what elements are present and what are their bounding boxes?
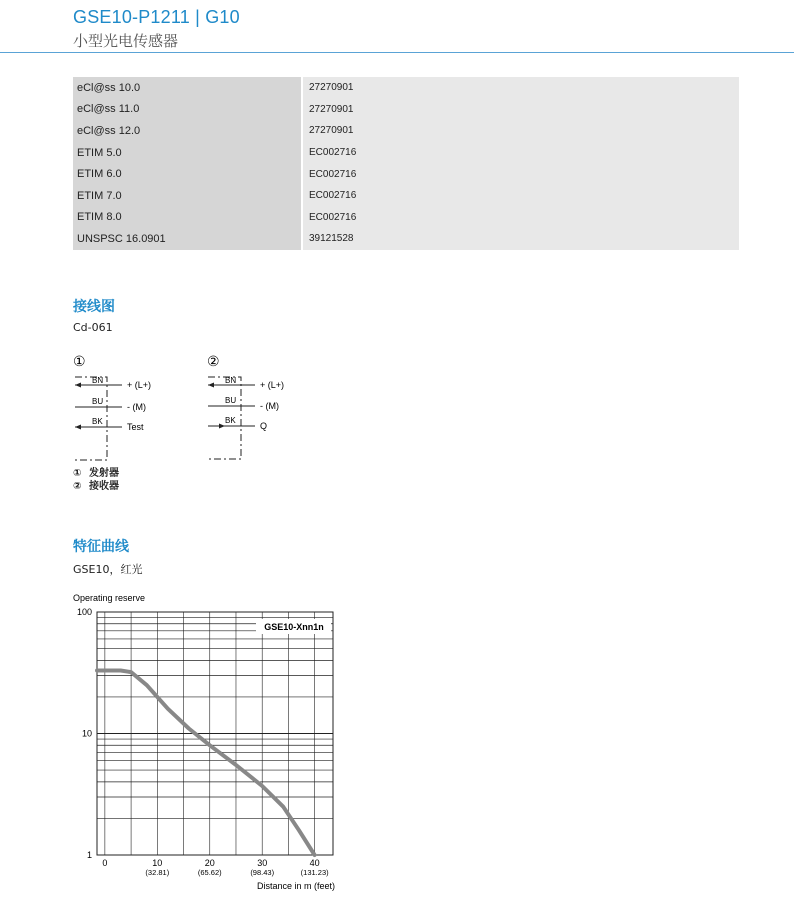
classification-key: ETIM 6.0 bbox=[73, 163, 302, 185]
curve-subheading: GSE10，红光 bbox=[73, 563, 143, 576]
legend-item-receiver bbox=[73, 477, 119, 492]
diagram-2-marker: ② bbox=[207, 353, 220, 369]
header-subtitle: 小型光电传感器 bbox=[73, 32, 179, 50]
y-tick-label: 1 bbox=[86, 850, 92, 860]
characteristic-curve-chart bbox=[60, 590, 350, 896]
legend-marker: ② bbox=[73, 481, 82, 492]
wiring-diagram-2 bbox=[207, 353, 284, 459]
header-divider bbox=[0, 52, 794, 53]
wiring-code: Cd-061 bbox=[73, 321, 113, 334]
table-row bbox=[73, 163, 739, 185]
x-tick-label: 40 bbox=[309, 858, 320, 868]
classification-key: ETIM 7.0 bbox=[73, 185, 302, 207]
diagram-2-label-bk: Q bbox=[260, 421, 268, 431]
diagram-1-arrow-bn bbox=[75, 383, 81, 388]
x-axis-label: Distance in m (feet) bbox=[256, 881, 335, 891]
diagram-1-arrow-bk bbox=[75, 425, 81, 430]
diagram-1-code-bu: BU bbox=[92, 397, 104, 406]
table-row bbox=[73, 207, 739, 229]
classification-key: eCl@ss 11.0 bbox=[73, 99, 302, 121]
x-tick-sublabel: (65.62) bbox=[197, 868, 222, 877]
x-tick-label: 0 bbox=[102, 858, 108, 868]
diagram-2-code-bk: BK bbox=[225, 416, 236, 425]
x-tick-sublabel: (32.81) bbox=[145, 868, 170, 877]
y-tick-label: 10 bbox=[81, 728, 92, 739]
x-tick-sublabel: (131.23) bbox=[300, 868, 329, 877]
classification-key: ETIM 5.0 bbox=[73, 142, 302, 164]
classification-value: 27270901 bbox=[302, 99, 739, 121]
x-tick-label: 20 bbox=[204, 858, 215, 868]
classification-key: eCl@ss 12.0 bbox=[73, 120, 302, 142]
header-title: GSE10-P1211 | G10 bbox=[73, 7, 240, 27]
classification-table bbox=[73, 77, 739, 250]
diagram-2-label-bu: - (M) bbox=[260, 401, 279, 411]
classification-key: ETIM 8.0 bbox=[73, 207, 302, 229]
table-row bbox=[73, 120, 739, 142]
diagram-1-label-bk: Test bbox=[127, 422, 144, 432]
table-row bbox=[73, 228, 739, 250]
classification-value: EC002716 bbox=[302, 207, 739, 229]
x-tick-label: 10 bbox=[152, 858, 163, 868]
x-tick-label: 30 bbox=[257, 858, 268, 868]
y-axis-label: Operating reserve bbox=[73, 593, 146, 603]
classification-value: 39121528 bbox=[302, 228, 739, 250]
table-row bbox=[73, 77, 739, 99]
series-line bbox=[97, 671, 315, 856]
classification-value: 27270901 bbox=[302, 77, 739, 99]
legend-text: 发射器 bbox=[88, 468, 119, 479]
classification-key: eCl@ss 10.0 bbox=[73, 77, 302, 99]
wiring-heading: 接线图 bbox=[73, 299, 115, 315]
curve-heading: 特征曲线 bbox=[73, 539, 129, 555]
wiring-diagram-1 bbox=[73, 353, 151, 460]
y-tick-label: 100 bbox=[76, 607, 92, 617]
legend-text: 接收器 bbox=[88, 481, 119, 492]
diagram-1-code-bn: BN bbox=[92, 376, 104, 385]
legend-label: GSE10-Xnn1n bbox=[264, 622, 324, 632]
diagram-2-label-bn: + (L+) bbox=[260, 380, 285, 390]
diagram-2-code-bn: BN bbox=[225, 376, 237, 385]
table-row bbox=[73, 185, 739, 207]
legend-marker: ① bbox=[73, 468, 82, 479]
diagram-1-code-bk: BK bbox=[92, 417, 103, 426]
diagram-1-label-bn: + (L+) bbox=[127, 380, 152, 390]
table-row bbox=[73, 99, 739, 121]
diagram-2-code-bu: BU bbox=[225, 396, 237, 405]
diagram-1-marker: ① bbox=[73, 353, 86, 369]
classification-value: EC002716 bbox=[302, 163, 739, 185]
wiring-diagrams bbox=[65, 350, 285, 465]
classification-value: 27270901 bbox=[302, 120, 739, 142]
x-tick-sublabel: (98.43) bbox=[250, 868, 275, 877]
table-row bbox=[73, 142, 739, 164]
classification-key: UNSPSC 16.0901 bbox=[73, 228, 302, 250]
diagram-2-arrow-bn bbox=[208, 383, 214, 388]
classification-value: EC002716 bbox=[302, 185, 739, 207]
classification-value: EC002716 bbox=[302, 142, 739, 164]
diagram-1-label-bu: - (M) bbox=[127, 402, 146, 412]
